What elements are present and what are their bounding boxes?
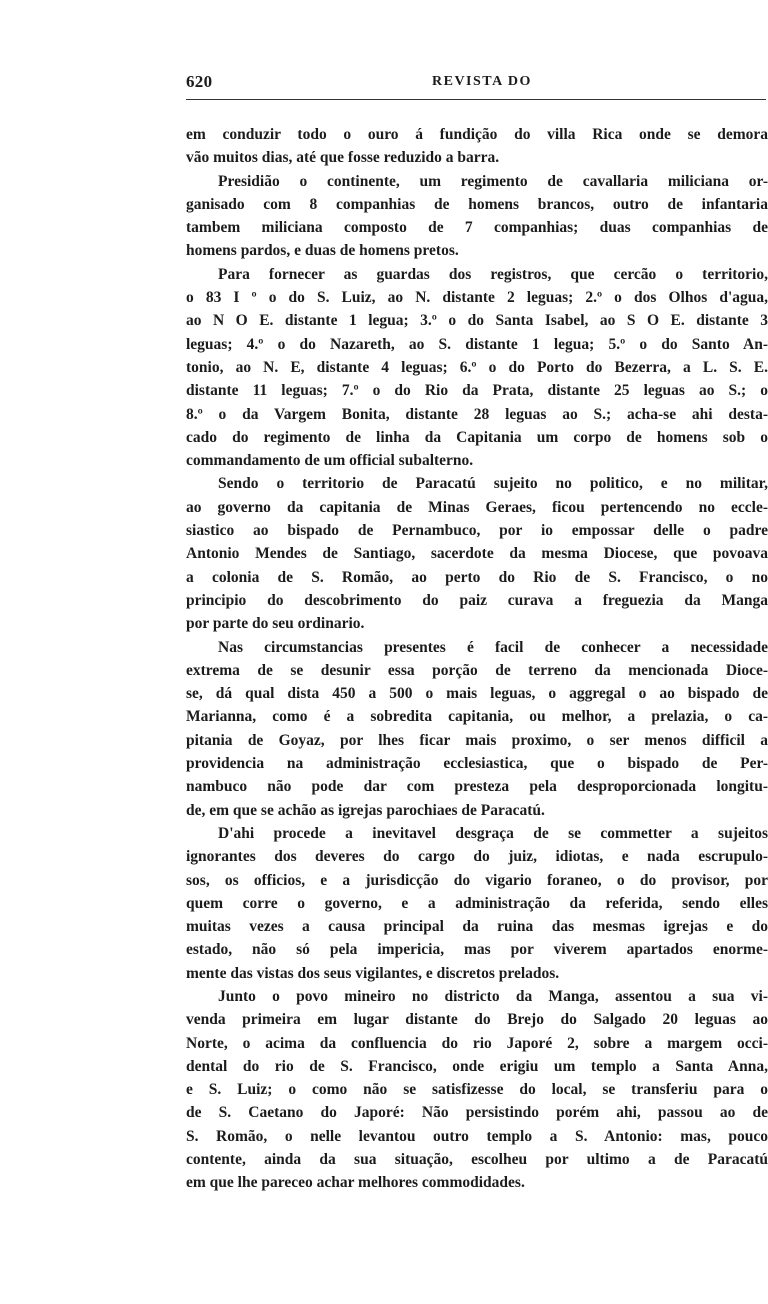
text-line: vão muitos dias, até que fosse reduzido a barra. [186,149,500,167]
text-line: de S. Caetano do Japoré: Não persistindo porém ahi, passou ao de [186,1104,768,1122]
text-line: se, dá qual dista 450 a 500 o mais leguas, o aggregal o ao bispado de [186,685,768,703]
text-line: homens pardos, e duas de homens pretos. [186,242,459,260]
text-line: venda primeira em lugar distante do Brejo do Salgado 20 leguas ao [186,1011,768,1029]
text-line: siastico ao bispado de Pernambuco, por io empossar delle o padre [186,522,768,540]
text-line: ao governo da capitania de Minas Geraes, ficou pertencendo no eccle- [186,498,768,516]
text-line: Antonio Mendes de Santiago, sacerdote da mesma Diocese, que povoava [186,545,768,563]
text-line: sos, os officios, e a jurisdicção do vigario foraneo, o do provisor, por [186,871,768,889]
text-line: distante 11 leguas; 7.º o do Rio da Prata, distante 25 leguas ao S.; o [186,382,768,400]
text-line: principio do descobrimento do paiz curava a freguezia da Manga [186,591,768,609]
running-head: REVISTA DO [432,74,532,89]
text-line: Nas circumstancias presentes é facil de conhecer a necessidade [218,638,768,656]
text-line: Para fornecer as guardas dos registros, que cercão o territorio, [218,265,768,283]
text-line: quem corre o governo, e a administração da referida, sendo elles [186,894,768,912]
header-rule [186,99,766,100]
text-line: de, em que se achão as igrejas parochiaes de Paracatú. [186,801,545,819]
text-line: ignorantes dos deveres do cargo do juiz, idiotas, e nada escrupulo- [186,848,768,866]
text-line: por parte do seu ordinario. [186,615,365,633]
text-line: muitas vezes a causa principal da ruina das mesmas igrejas e do [186,918,768,936]
page-header [186,72,766,94]
text-line: cado do regimento de linha da Capitania um corpo de homens sob o [186,428,768,446]
text-line: tonio, ao N. E, distante 4 leguas; 6.º o do Porto do Bezerra, a L. S. E. [186,358,768,376]
text-line: 8.º o da Vargem Bonita, distante 28 leguas ao S.; acha-se ahi desta- [186,405,768,423]
text-line: nambuco não pode dar com presteza pela desproporcionada longitu- [186,778,768,796]
text-line: ao N O E. distante 1 legua; 3.º o do Santa Isabel, ao S O E. distante 3 [186,312,768,330]
text-line: mente das vistas dos seus vigilantes, e discretos prelados. [186,964,560,982]
text-line: leguas; 4.º o do Nazareth, ao S. distante 1 legua; 5.º o do Santo An- [186,335,768,353]
text-line: Sendo o territorio de Paracatú sujeito no politico, e no militar, [218,475,768,493]
text-line: Junto o povo mineiro no districto da Manga, assentou a sua vi- [218,987,768,1005]
text-line: tambem miliciana composto de 7 companhias; duas companhias de [186,219,768,237]
text-line: Presidião o continente, um regimento de cavallaria miliciana or- [218,172,768,190]
text-line: ganisado com 8 companhias de homens brancos, outro de infantaria [186,195,768,213]
text-line: contente, ainda da sua situação, escolheu por ultimo a de Paracatú [186,1151,768,1169]
text-line: D'ahi procede a inevitavel desgraça de se commetter a sujeitos [218,824,768,842]
text-line: extrema de se desunir essa porção de terreno da mencionada Dioce- [186,661,768,679]
text-line: a colonia de S. Romão, ao perto do Rio de S. Francisco, o no [186,568,768,586]
text-line: Norte, o acima da confluencia do rio Japoré 2, sobre a margem occi- [186,1034,768,1052]
text-line: dental do rio de S. Francisco, onde erigiu um templo a Santa Anna, [186,1057,768,1075]
text-line: commandamento de um official subalterno. [186,452,474,470]
text-line: Marianna, como é a sobredita capitania, ou melhor, a prelazia, o ca- [186,708,768,726]
text-line: o 83 I º o do S. Luiz, ao N. distante 2 leguas; 2.º o dos Olhos d'agua, [186,289,768,307]
page-number: 620 [186,72,213,91]
body-text [186,123,768,1195]
text-line: em que lhe pareceo achar melhores commodidades. [186,1174,525,1192]
text-line: S. Romão, o nelle levantou outro templo a S. Antonio: mas, pouco [186,1127,768,1145]
text-line: pitania de Goyaz, por lhes ficar mais proximo, o ser menos difficil a [186,731,768,749]
text-line: providencia na administração ecclesiastica, que o bispado de Per- [186,755,768,773]
text-line: em conduzir todo o ouro á fundição do villa Rica onde se demora [186,126,768,143]
text-line: estado, não só pela impericia, mas por viverem apartados enorme- [186,941,768,959]
text-line: e S. Luiz; o como não se satisfizesse do local, se transferiu para o [186,1081,768,1099]
